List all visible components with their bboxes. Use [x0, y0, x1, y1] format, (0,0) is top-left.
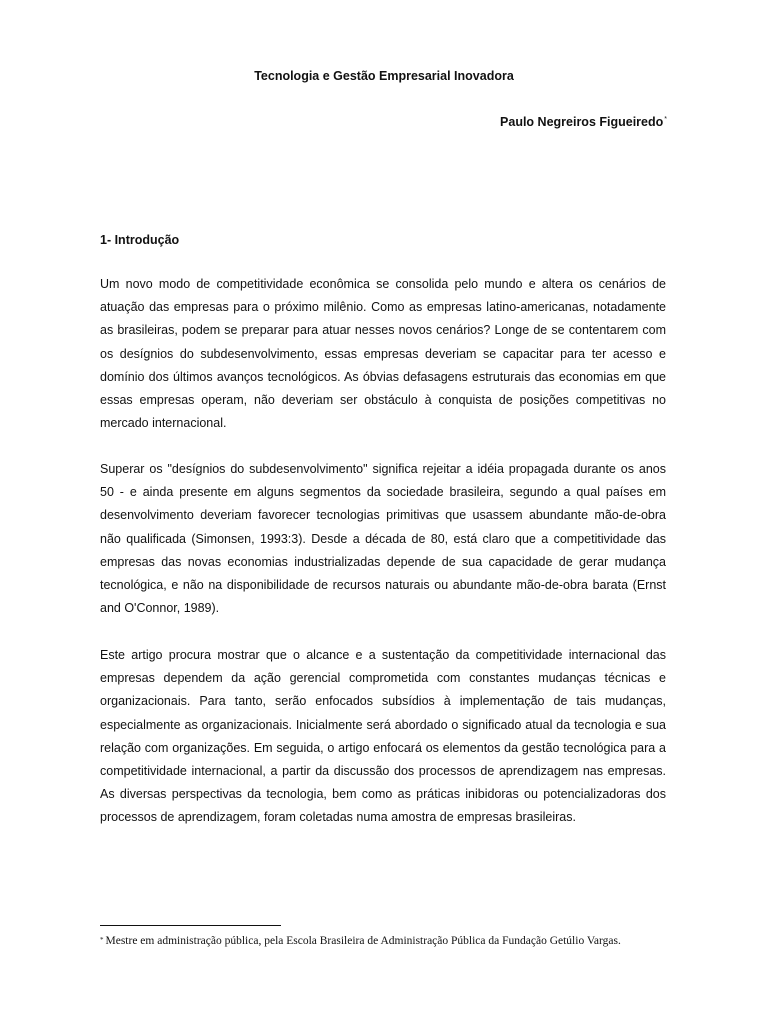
author-line: [500, 114, 667, 130]
footnote-mark: *: [100, 936, 104, 944]
section-heading: 1- Introdução: [100, 233, 180, 247]
footnote-text: Mestre em administração pública, pela Escola Brasileira de Administração Pública da Fundação Getúlio Vargas.: [105, 935, 621, 947]
paragraph-3: Este artigo procura mostrar que o alcance e a sustentação da competitividade internacional das empresas dependem da ação gerencial comprometida com constantes mudanças técnicas e organizacionais. Para tanto, serão enfocados subsídios à implementação de tais mudanças, especialmente as organizacionais. Inicialmente será abordado o significado atual da tecnologia e sua relação com organizações. Em seguida, o artigo enfocará os elementos da gestão tecnológica para a competitividade internacional, a partir da discussão dos processos de aprendizagem nas empresas. As diversas perspectivas da tecnologia, bem como as práticas inibidoras ou potencializadoras dos processos de aprendizagem, foram coletadas numa amostra de empresas brasileiras.: [100, 648, 666, 825]
footnote: [100, 934, 666, 949]
author-name: Paulo Negreiros Figueiredo: [500, 115, 664, 129]
paragraph-2: Superar os "desígnios do subdesenvolvimento" significa rejeitar a idéia propagada durante os anos 50 - e ainda presente em alguns segmentos da sociedade brasileira, segundo a qual países em desenvolvimento deveriam favorecer tecnologias primitivas que usassem abundante mão-de-obra não qualificada (Simonsen, 1993:3). Desde a década de 80, está claro que a competitividade das empresas das novas economias industrializadas depende de sua capacidade de gerar mudança tecnológica, e não na disponibilidade de recursos naturais ou abundante mão-de-obra barata (Ernst and O'Connor, 1989).: [100, 462, 666, 616]
document-title: Tecnologia e Gestão Empresarial Inovadora: [254, 69, 514, 83]
author-footnote-mark: *: [664, 116, 667, 123]
footnote-separator: [100, 925, 281, 926]
paragraph-1: Um novo modo de competitividade econômica se consolida pelo mundo e altera os cenários de atuação das empresas para o próximo milênio. Como as empresas latino-americanas, notadamente as brasileiras, podem se preparar para atuar nesses novos cenários? Longe de se contentarem com os desígnios do subdesenvolvimento, essas empresas deveriam se capacitar para ter acesso e domínio dos últimos avanços tecnológicos. As óbvias defasagens estruturais das economias em que essas empresas operam, não deveriam ser obstáculo à conquista de posições competitivas no mercado internacional.: [100, 277, 666, 431]
